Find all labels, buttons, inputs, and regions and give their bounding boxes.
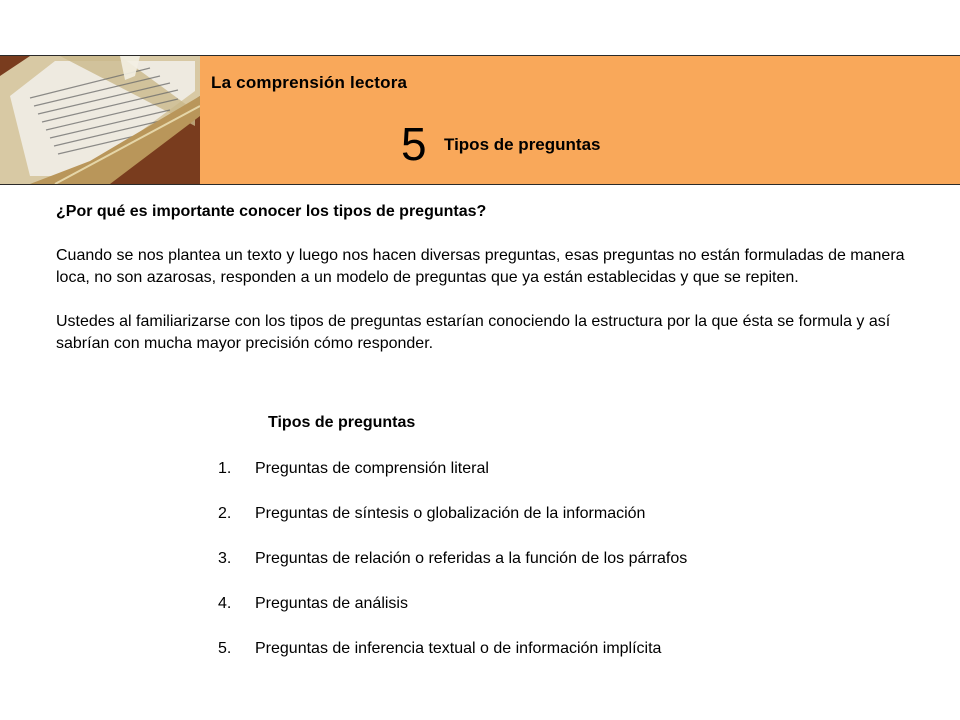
slide-header [0, 55, 960, 185]
list-item-label: Preguntas de inferencia textual o de información implícita [255, 640, 662, 657]
section-number: 5 [401, 118, 427, 170]
list-item-label: Preguntas de síntesis o globalización de la información [255, 505, 646, 522]
list-item-label: Preguntas de comprensión literal [255, 460, 489, 477]
section-title: Tipos de preguntas [444, 135, 601, 154]
deck-title: La comprensión lectora [211, 73, 408, 92]
body-text [56, 201, 936, 355]
paragraph-1: Cuando se nos plantea un texto y luego nos hacen diversas preguntas, esas preguntas no están formuladas de manera loca, no son azarosas, responden a un modelo de preguntas que ya están establecidas y que se repiten. [56, 247, 905, 286]
open-book-illustration [0, 56, 200, 184]
question-heading: ¿Por qué es importante conocer los tipos de preguntas? [56, 203, 487, 220]
list-item-label: Preguntas de análisis [255, 595, 408, 612]
list-item [218, 593, 687, 638]
list-item-label: Preguntas de relación o referidas a la función de los párrafos [255, 550, 688, 567]
types-heading: Tipos de preguntas [268, 414, 416, 431]
list-item [218, 458, 687, 503]
paragraph-2: Ustedes al familiarizarse con los tipos de preguntas estarían conociendo la estructura por la que ésta se formula y así sabrían con mucha mayor precisión cómo responder. [56, 313, 891, 352]
list-item [218, 548, 687, 593]
list-item-number: 1. [218, 460, 232, 477]
list-item [218, 638, 687, 683]
list-item-number: 2. [218, 505, 232, 522]
types-list [218, 458, 687, 683]
list-item-number: 5. [218, 640, 232, 657]
list-item [218, 503, 687, 548]
list-item-number: 3. [218, 550, 232, 567]
open-book-photo [0, 56, 200, 184]
list-item-number: 4. [218, 595, 232, 612]
